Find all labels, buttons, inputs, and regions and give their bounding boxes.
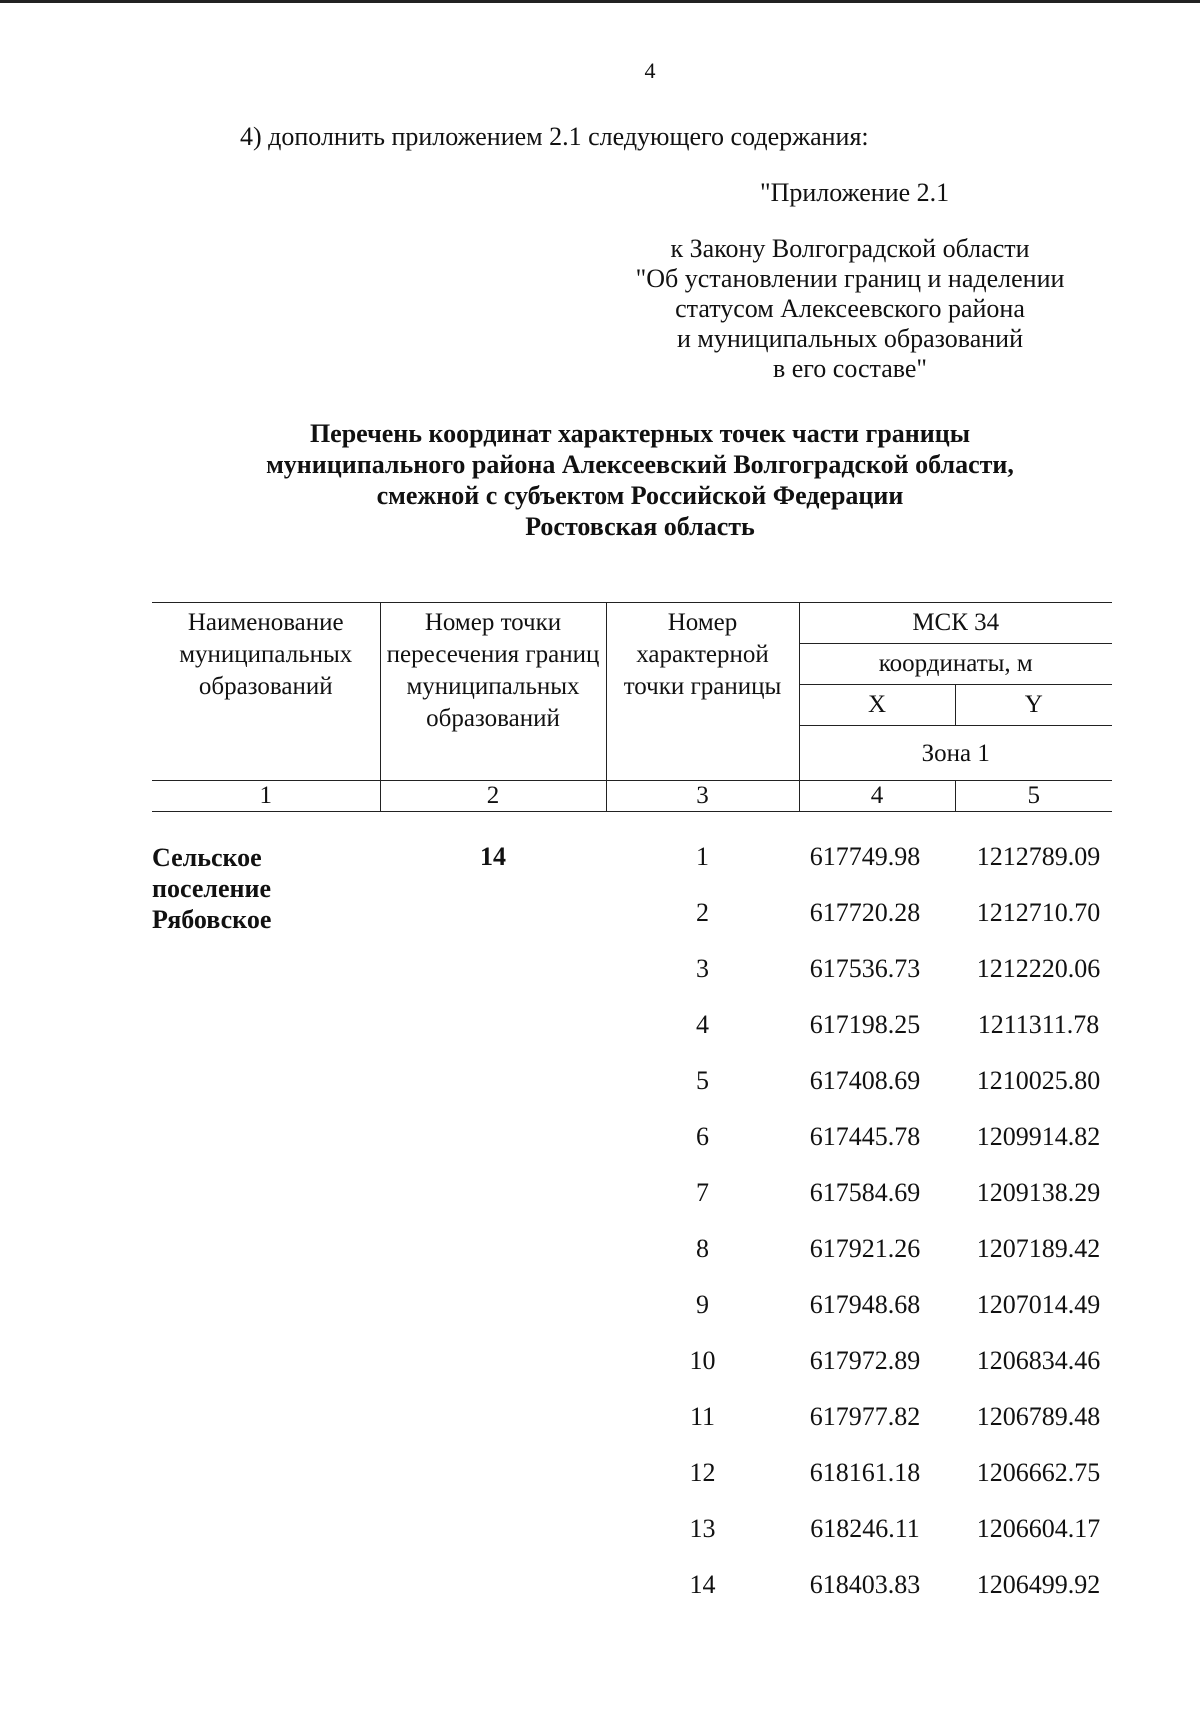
column-number: 4 xyxy=(799,781,955,812)
y-coordinate: 1212710.70 xyxy=(976,898,1101,927)
column-number: 3 xyxy=(606,781,799,812)
y-coordinate: 1206789.48 xyxy=(976,1402,1101,1431)
y-coordinate: 1211311.78 xyxy=(977,1010,1100,1039)
x-coordinate: 617445.78 xyxy=(809,1122,921,1151)
intro-text: 4) дополнить приложением 2.1 следующего содержания: xyxy=(240,122,869,151)
municipality-name-line: Рябовское xyxy=(152,905,272,934)
point-number: 3 xyxy=(696,954,709,983)
header-zone: Зона 1 xyxy=(799,726,1112,781)
appendix-ref-line: "Об установлении границ и наделении xyxy=(635,264,1065,293)
page-top-border xyxy=(0,0,1200,3)
header-x: X xyxy=(799,685,955,726)
page-number: 4 xyxy=(644,58,656,83)
header-intersection-point: Номер точки пересечения границ муниципальных образований xyxy=(380,603,606,781)
point-number: 11 xyxy=(689,1402,716,1431)
heading-line: Перечень координат характерных точек части границы xyxy=(309,419,971,448)
appendix-ref-line: статусом Алексеевского района xyxy=(675,294,1025,323)
y-coordinate: 1207189.42 xyxy=(976,1234,1101,1263)
y-coordinate: 1206499.92 xyxy=(976,1570,1101,1599)
column-number: 5 xyxy=(955,781,1112,812)
x-coordinate: 617720.28 xyxy=(809,898,921,927)
x-coordinate: 618161.18 xyxy=(809,1458,921,1487)
header-msk: МСК 34 xyxy=(799,603,1112,644)
coordinates-table xyxy=(152,602,1112,1626)
x-coordinate: 617536.73 xyxy=(809,954,921,983)
point-number: 9 xyxy=(696,1290,709,1319)
point-number: 1 xyxy=(696,842,709,871)
x-coordinate: 617198.25 xyxy=(809,1010,921,1039)
header-mo-name: Наименование муниципальных образований xyxy=(152,603,380,781)
x-coordinate: 617408.69 xyxy=(809,1066,921,1095)
x-coordinate: 618403.83 xyxy=(809,1570,921,1599)
municipality-name-line: поселение xyxy=(152,874,272,903)
y-coordinate: 1206604.17 xyxy=(976,1514,1101,1543)
y-coordinate: 1209138.29 xyxy=(976,1178,1101,1207)
appendix-title: "Приложение 2.1 xyxy=(760,178,950,207)
header-y: Y xyxy=(955,685,1112,726)
point-number: 7 xyxy=(696,1178,709,1207)
x-coordinate: 617948.68 xyxy=(809,1290,921,1319)
y-coordinate: 1207014.49 xyxy=(976,1290,1101,1319)
y-coordinate: 1206834.46 xyxy=(976,1346,1101,1375)
y-coordinate: 1212220.06 xyxy=(976,954,1101,983)
y-coordinate: 1212789.09 xyxy=(976,842,1101,871)
column-number: 1 xyxy=(152,781,380,812)
document-heading xyxy=(140,418,1140,542)
point-number: 6 xyxy=(696,1122,709,1151)
header-boundary-point: Номер характерной точки границы xyxy=(606,603,799,781)
appendix-ref-line: и муниципальных образований xyxy=(676,324,1024,353)
point-number: 10 xyxy=(689,1346,716,1375)
y-coordinate: 1206662.75 xyxy=(976,1458,1101,1487)
y-coordinate: 1209914.82 xyxy=(976,1122,1101,1151)
appendix-reference xyxy=(620,234,1080,384)
header-coords-unit: координаты, м xyxy=(799,644,1112,685)
point-number: 5 xyxy=(696,1066,709,1095)
appendix-ref-line: к Закону Волгоградской области xyxy=(670,234,1030,263)
point-number: 4 xyxy=(696,1010,709,1039)
table-row xyxy=(152,842,1112,898)
heading-line: муниципального района Алексеевский Волгоградской области, xyxy=(266,450,1014,479)
x-coordinate: 618246.11 xyxy=(810,1514,920,1543)
x-coordinate: 617584.69 xyxy=(809,1178,921,1207)
x-coordinate: 617921.26 xyxy=(809,1234,921,1263)
heading-line: Ростовская область xyxy=(525,512,755,541)
column-number: 2 xyxy=(380,781,606,812)
y-coordinate: 1210025.80 xyxy=(976,1066,1101,1095)
intersection-point-number: 14 xyxy=(480,842,506,871)
municipality-name xyxy=(152,842,380,1626)
x-coordinate: 617749.98 xyxy=(809,842,921,871)
municipality-name-line: Сельское xyxy=(152,843,262,872)
point-number: 12 xyxy=(689,1458,716,1487)
point-number: 8 xyxy=(696,1234,709,1263)
appendix-ref-line: в его составе" xyxy=(772,354,928,383)
point-number: 14 xyxy=(689,1570,716,1599)
point-number: 13 xyxy=(689,1514,716,1543)
x-coordinate: 617972.89 xyxy=(809,1346,921,1375)
heading-line: смежной с субъектом Российской Федерации xyxy=(376,481,904,510)
point-number: 2 xyxy=(696,898,709,927)
x-coordinate: 617977.82 xyxy=(809,1402,921,1431)
